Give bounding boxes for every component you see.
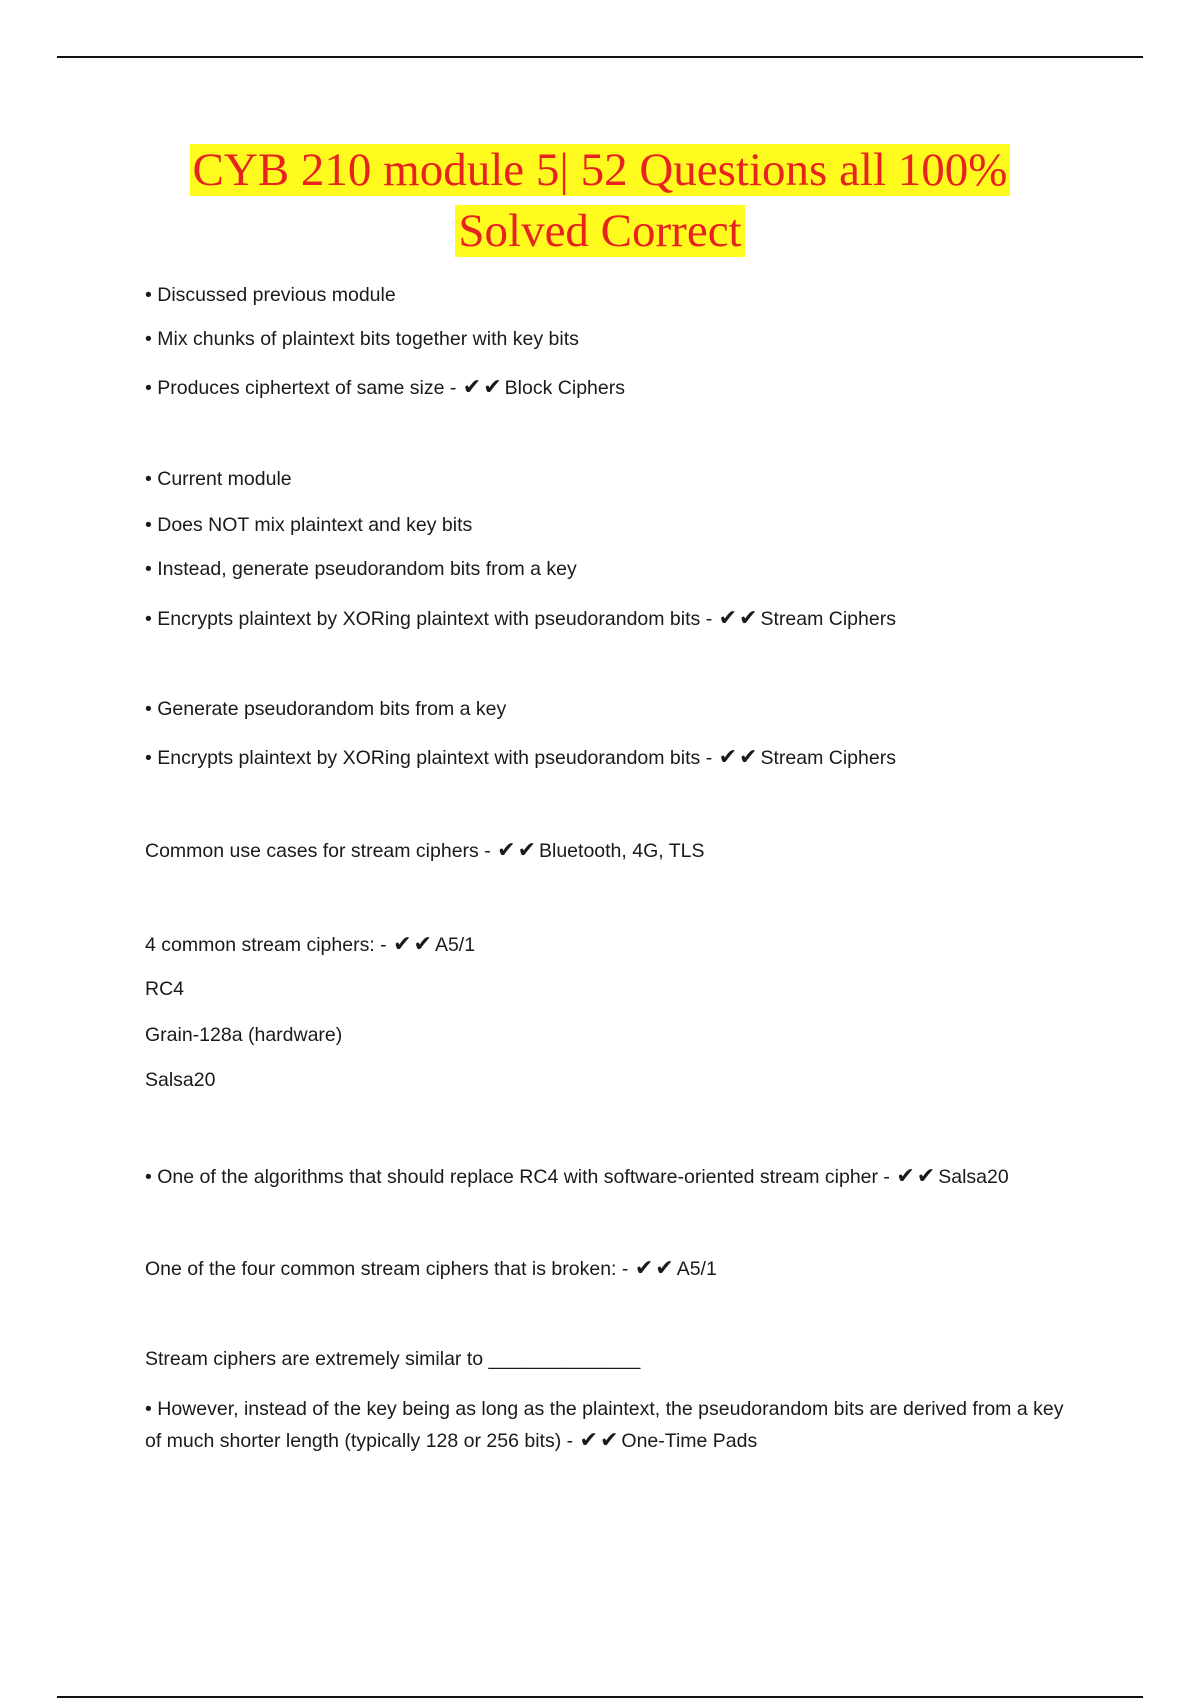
check-icon: ✔ <box>916 1164 936 1189</box>
document-title <box>0 140 1200 262</box>
text-line <box>145 977 184 1002</box>
check-icon: ✔ <box>462 375 482 400</box>
line-text: 4 common stream ciphers: - <box>145 934 387 956</box>
check-icon: ✔ <box>393 932 412 957</box>
question-line <box>145 932 475 958</box>
answer-text: Stream Ciphers <box>760 608 896 630</box>
question-line <box>145 1256 717 1282</box>
double-check-icon <box>895 1166 936 1188</box>
question-line <box>145 1393 1085 1457</box>
line-text: • Encrypts plaintext by XORing plaintext with pseudorandom bits - <box>145 747 713 769</box>
title-line-2: Solved Correct <box>455 205 744 257</box>
title-line-1: CYB 210 module 5| 52 Questions all 100% <box>190 144 1011 196</box>
check-icon: ✔ <box>718 745 738 770</box>
line-text: Common use cases for stream ciphers - <box>145 840 491 862</box>
check-icon: ✔ <box>739 606 758 631</box>
answer-text: Bluetooth, 4G, TLS <box>539 840 705 862</box>
answer-text: A5/1 <box>434 934 476 956</box>
answer-text: Block Ciphers <box>504 377 625 399</box>
check-icon: ✔ <box>517 838 536 863</box>
line-text: Stream ciphers are extremely similar to ______________ <box>145 1348 641 1370</box>
line-text: • Does NOT mix plaintext and key bits <box>145 514 473 536</box>
line-text: • Mix chunks of plaintext bits together with key bits <box>145 328 579 350</box>
answer-text: One-Time Pads <box>621 1430 758 1452</box>
text-line <box>145 697 506 722</box>
text-line <box>145 327 579 352</box>
question-line <box>145 1164 1009 1190</box>
check-icon: ✔ <box>634 1256 654 1281</box>
line-text: • Produces ciphertext of same size - <box>145 377 457 399</box>
double-check-icon <box>718 747 759 769</box>
answer-text: Stream Ciphers <box>760 747 896 769</box>
line-text: RC4 <box>145 978 185 1000</box>
line-text: Grain-128a (hardware) <box>145 1024 343 1046</box>
line-text: One of the four common stream ciphers that is broken: - <box>145 1258 629 1280</box>
header-rule <box>57 56 1143 58</box>
question-line <box>145 745 896 771</box>
question-line <box>145 606 896 632</box>
check-icon: ✔ <box>655 1256 674 1281</box>
line-text: • Discussed previous module <box>145 284 396 306</box>
line-text: • Generate pseudorandom bits from a key <box>145 698 507 720</box>
text-line <box>145 1347 640 1372</box>
text-line <box>145 557 577 582</box>
line-text: • Current module <box>145 468 292 490</box>
text-line <box>145 467 292 492</box>
double-check-icon <box>579 1430 620 1452</box>
line-text: Salsa20 <box>145 1069 216 1091</box>
question-line <box>145 375 625 401</box>
question-line <box>145 838 705 864</box>
line-text: • One of the algorithms that should replace RC4 with software-oriented stream cipher - <box>145 1166 890 1188</box>
check-icon: ✔ <box>718 606 738 631</box>
check-icon: ✔ <box>599 1428 619 1453</box>
answer-text: Salsa20 <box>938 1166 1009 1188</box>
text-line <box>145 1068 215 1093</box>
check-icon: ✔ <box>483 375 502 400</box>
double-check-icon <box>462 377 503 399</box>
double-check-icon <box>718 608 759 630</box>
line-text: • However, instead of the key being as long as the plaintext, the pseudorandom bits are derived from a key of much shorter length (typically 128 or 256 bits) - <box>145 1398 1064 1452</box>
check-icon: ✔ <box>497 838 516 863</box>
line-text: • Encrypts plaintext by XORing plaintext with pseudorandom bits - <box>145 608 713 630</box>
check-icon: ✔ <box>579 1428 598 1453</box>
text-line <box>145 1023 342 1048</box>
double-check-icon <box>496 840 537 862</box>
line-text: • Instead, generate pseudorandom bits from a key <box>145 558 577 580</box>
double-check-icon <box>634 1258 675 1280</box>
text-line <box>145 283 396 308</box>
check-icon: ✔ <box>896 1164 915 1189</box>
double-check-icon <box>392 934 433 956</box>
answer-text: A5/1 <box>676 1258 717 1280</box>
check-icon: ✔ <box>739 745 758 770</box>
text-line <box>145 513 472 538</box>
footer-rule <box>57 1696 1143 1698</box>
check-icon: ✔ <box>413 932 432 957</box>
